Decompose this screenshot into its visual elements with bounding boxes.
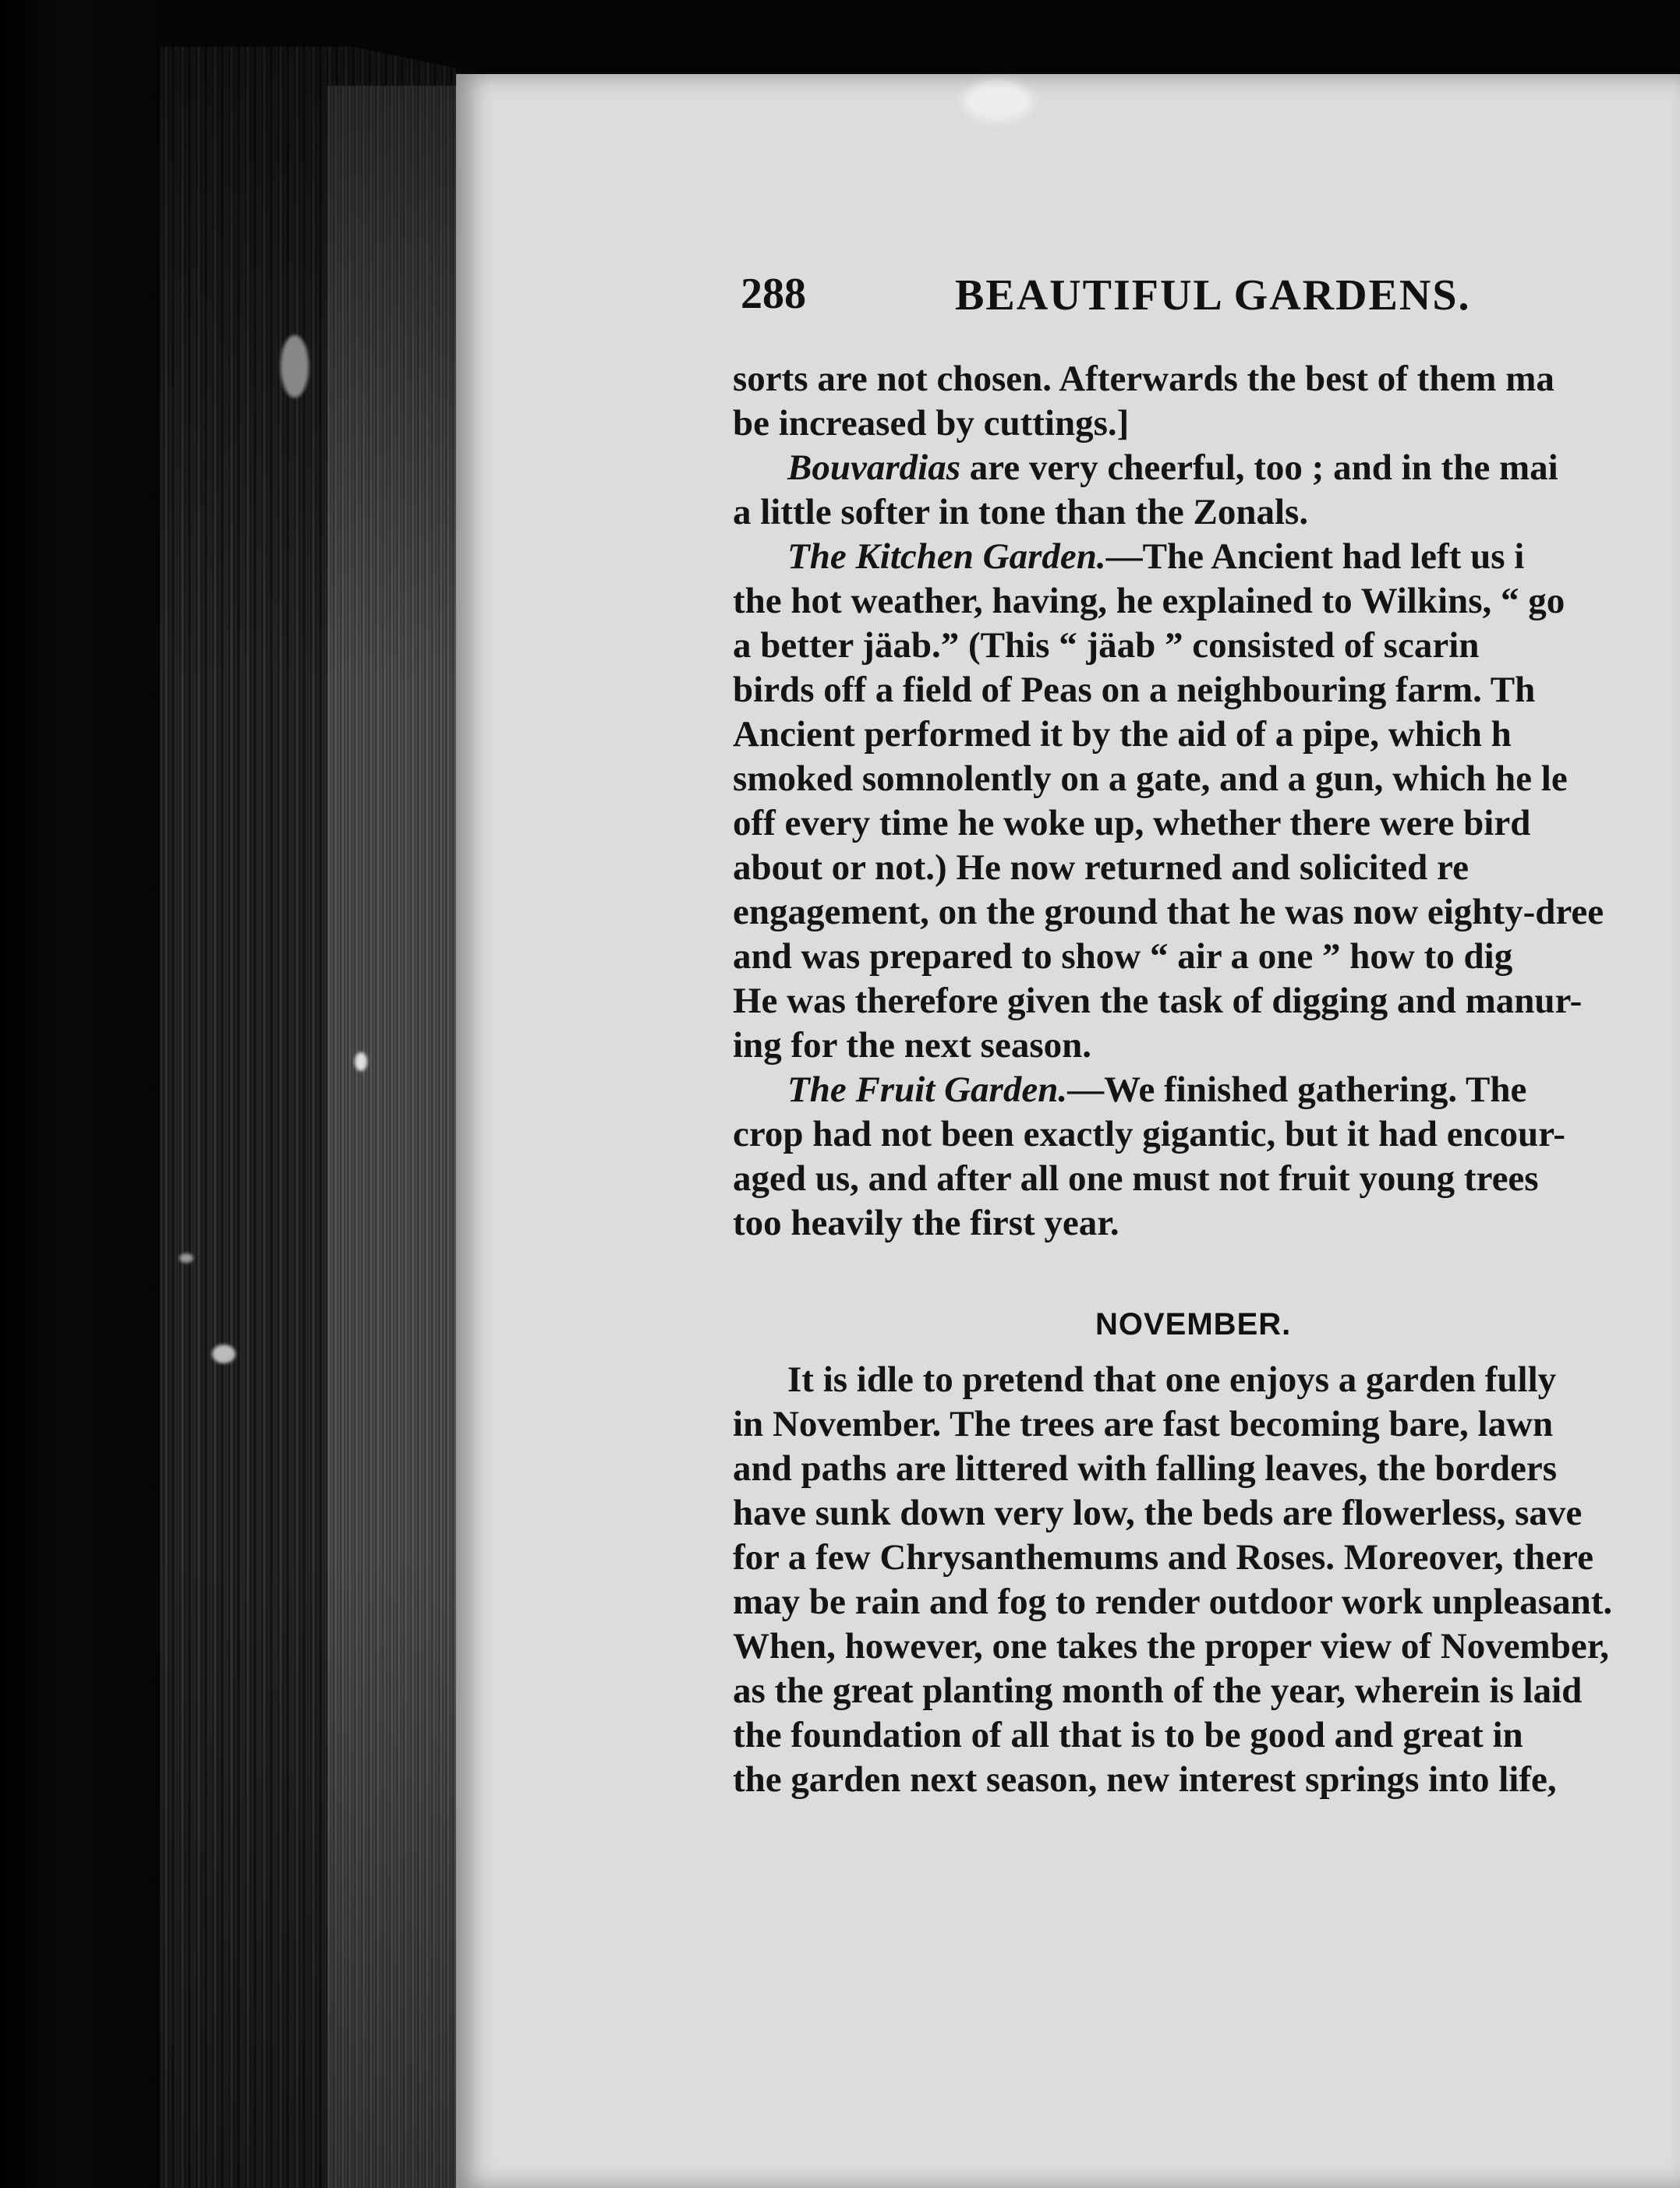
- text-line: birds off a field of Peas on a neighbouring farm. Th: [733, 670, 1536, 710]
- text-line-rest: —We finished gathering. The: [1067, 1069, 1527, 1110]
- text-line-rest: are very cheerful, too ; and in the mai: [960, 447, 1558, 488]
- speck: [179, 1253, 193, 1263]
- text-line: [733, 1068, 1680, 1112]
- text-line: the foundation of all that is to be good and great in: [733, 1715, 1523, 1755]
- text-line: ing for the next season.: [733, 1025, 1091, 1066]
- book-spine-shadow: [0, 0, 164, 2188]
- text-line: sorts are not chosen. Afterwards the best of them ma: [733, 359, 1554, 399]
- text-line: crop had not been exactly gigantic, but it had encour-: [733, 1114, 1565, 1154]
- text-line: [733, 446, 1680, 490]
- italic-lead: The Fruit Garden.: [787, 1069, 1068, 1110]
- text-line: as the great planting month of the year, wherein is laid: [733, 1670, 1583, 1711]
- speck: [212, 1345, 235, 1363]
- text-line: and paths are littered with falling leaves, the borders: [733, 1448, 1558, 1489]
- text-line: It is idle to pretend that one enjoys a garden fully: [787, 1359, 1557, 1400]
- text-line: [733, 535, 1680, 579]
- italic-lead: Bouvardias: [787, 447, 960, 488]
- text-line: Ancient performed it by the aid of a pipe, which h: [733, 714, 1512, 755]
- text-line: be increased by cuttings.]: [733, 403, 1130, 444]
- text-line: and was prepared to show “ air a one ” how to dig: [733, 936, 1513, 977]
- running-title: BEAUTIFUL GARDENS.: [955, 271, 1471, 320]
- text-line: off every time he woke up, whether there were bird: [733, 803, 1531, 843]
- text-line: have sunk down very low, the beds are flowerless, save: [733, 1493, 1583, 1533]
- text-line: a better jäab.” (This “ jäab ” consisted of scarin: [733, 625, 1480, 666]
- text-line: smoked somnolently on a gate, and a gun, which he le: [733, 758, 1568, 799]
- text-line: in November. The trees are fast becoming bare, lawn: [733, 1404, 1554, 1444]
- page-header: [741, 269, 1680, 331]
- text-line: the hot weather, having, he explained to Wilkins, “ go: [733, 581, 1565, 621]
- text-line: may be rain and fog to render outdoor work unpleasant.: [733, 1582, 1613, 1622]
- text-line-rest: —The Ancient had left us i: [1105, 536, 1525, 577]
- text-line: When, however, one takes the proper view of November,: [733, 1626, 1610, 1667]
- text-block-top: [733, 357, 1680, 1246]
- paper-blotch: [963, 82, 1033, 121]
- text-line: about or not.) He now returned and solicited re: [733, 847, 1469, 888]
- page-number: 288: [741, 270, 806, 318]
- text-line: for a few Chrysanthemums and Roses. Moreover, there: [733, 1537, 1593, 1578]
- text-block-bottom: [733, 1358, 1680, 1802]
- text-line: too heavily the first year.: [733, 1203, 1119, 1243]
- italic-lead: The Kitchen Garden.: [787, 536, 1106, 577]
- text-line: engagement, on the ground that he was now eighty-dree: [733, 892, 1604, 932]
- text-line: a little softer in tone than the Zonals.: [733, 492, 1309, 532]
- section-heading: NOVEMBER.: [1095, 1307, 1292, 1341]
- text-line: the garden next season, new interest springs into life,: [733, 1759, 1557, 1800]
- speck: [281, 335, 309, 398]
- text-line: aged us, and after all one must not fruit young trees: [733, 1158, 1539, 1199]
- speck: [355, 1052, 367, 1071]
- text-line: He was therefore given the task of digging and manur-: [733, 981, 1583, 1021]
